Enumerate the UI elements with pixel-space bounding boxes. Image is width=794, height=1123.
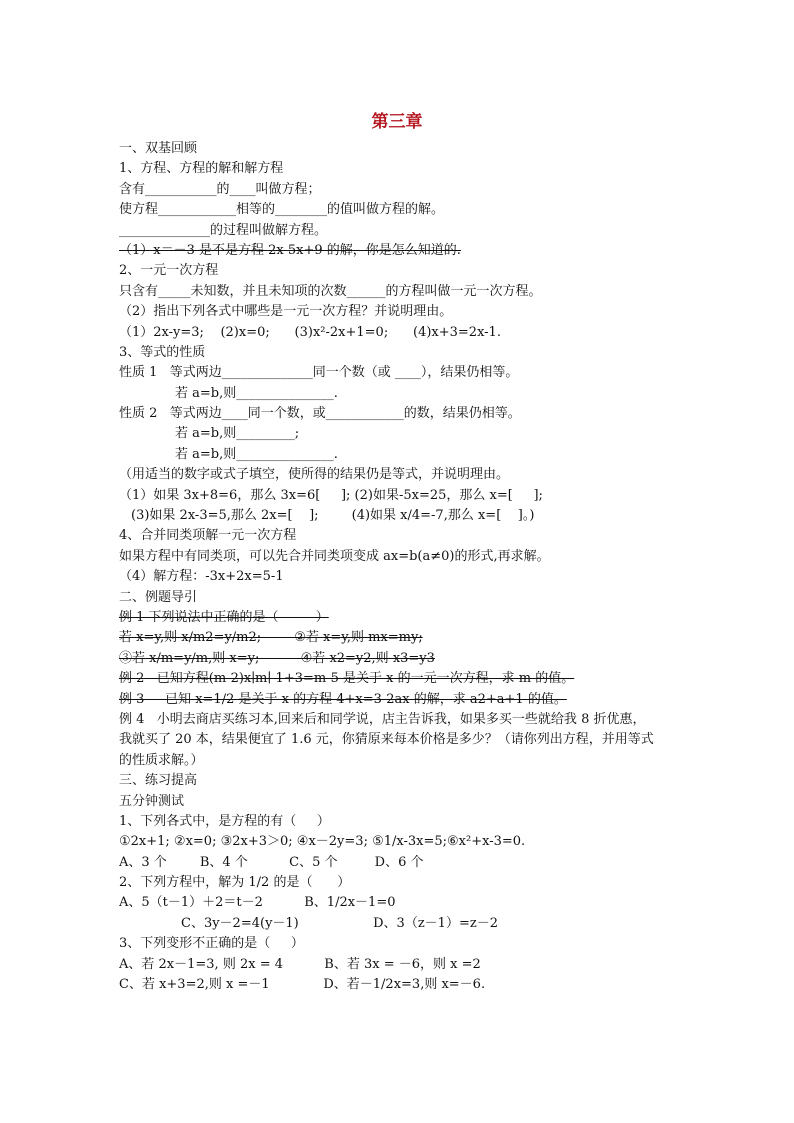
text-line: A、3 个 B、4 个 C、5 个 D、6 个 [119, 854, 424, 870]
text-line: 性质 1 等式两边______________同一个数（或 ____），结果仍相等。 [119, 365, 519, 381]
text-line: 只含有_____未知数，并且未知项的次数______的方程叫做一元一次方程。 [119, 283, 542, 299]
text-line: 3、等式的性质 [119, 344, 206, 360]
text-line: C、若 x+3=2,则 x =－1 D、若－1/2x=3,则 x=－6. [119, 977, 486, 993]
text-line: 的性质求解。） [119, 752, 204, 768]
text-line: （2）指出下列各式中哪些是一元一次方程？并说明理由。 [119, 304, 453, 320]
text-line: 2、下列方程中，解为 1/2 的是（ ） [119, 875, 351, 891]
text-line: 含有___________的____叫做方程； [119, 181, 321, 197]
text-line: 二、例题导引 [119, 589, 198, 605]
text-line: 2、一元一次方程 [119, 263, 219, 279]
text-line: （1）x＝－3 是不是方程 2x-5x+9 的解，你是怎么知道的. [119, 242, 461, 258]
text-line: （4）解方程：-3x+2x=5-1 [119, 569, 284, 585]
text-line: 三、练习提高 [119, 773, 198, 789]
text-line: ③若 x/m=y/m,则 x=y; ④若 x2=y2,则 x3=y3 [119, 650, 435, 666]
text-line: 若 x=y,则 x/m2=y/m2; ②若 x=y,则 mx=my; [119, 630, 423, 646]
text-line: 例 1 下列说法中正确的是（ ） [119, 609, 329, 625]
text-line: A、若 2x－1=3, 则 2x = 4 B、若 3x = －6，则 x =2 [119, 956, 481, 972]
text-line: 1、下列各式中，是方程的有（ ） [119, 813, 330, 829]
text-line: 例 3 已知 x=1/2 是关于 x 的方程 4+x=3-2ax 的解，求 a2+a+1 的值。 [119, 691, 567, 707]
text-line: 如果方程中有同类项，可以先合并同类项变成 ax=b(a≠0)的形式,再求解。 [119, 548, 550, 564]
text-line: （1）2x-y=3; (2)x=0; (3)x²-2x+1=0; (4)x+3=2x-1. [119, 324, 501, 340]
text-line: 若 a=b,则_______________. [175, 385, 338, 401]
text-line: 若 a=b,则_________; [175, 426, 300, 442]
text-line: ①2x+1; ②x=0; ③2x+3＞0; ④x－2y=3; ⑤1/x-3x=5;⑥x²+x-3=0. [119, 834, 526, 850]
text-line: 1、方程、方程的解和解方程 [119, 161, 284, 177]
text-line: C、3y－2=4(y－1) D、3（z－1）=z－2 [181, 915, 498, 931]
text-line: 例 4 小明去商店买练习本,回来后和同学说，店主告诉我，如果多买一些就给我 8 折优惠， [119, 711, 646, 727]
text-line: 使方程____________相等的________的值叫做方程的解。 [119, 202, 445, 218]
text-line: （用适当的数字或式子填空，使所得的结果仍是等式，并说明理由。 [119, 467, 510, 483]
text-line: （1）如果 3x+8=6，那么 3x=6[ ]; (2)如果-5x=25，那么 x=[ ]; [119, 487, 543, 503]
text-line: 4、合并同类项解一元一次方程 [119, 528, 297, 544]
text-line: 3、下列变形不正确的是（ ） [119, 936, 304, 952]
text-line: (3)如果 2x-3=5,那么 2x=[ ]; (4)如果 x/4=-7,那么 x=[ ]。) [131, 508, 535, 524]
chapter-title: 第三章 [371, 112, 423, 132]
text-line: ______________的过程叫做解方程。 [119, 222, 328, 238]
text-line: 一、双基回顾 [119, 141, 198, 156]
text-line: 若 a=b,则_______________. [175, 446, 338, 462]
text-line: 性质 2 等式两边____同一个数，或____________的数，结果仍相等。 [119, 406, 521, 422]
text-line: 五分钟测试 [119, 793, 185, 809]
text-line: A、5（t－1）＋2＝t－2 B、1/2x－1=0 [119, 895, 396, 911]
text-line: 我就买了 20 本，结果便宜了 1.6 元，你猜原来每本价格是多少？（请你列出方程，并用等式 [119, 732, 654, 748]
text-line: 例 2 已知方程(m-2)x∣m∣-1+3=m-5 是关于 x 的一元一次方程，求 m 的值。 [119, 671, 575, 687]
document-body [119, 139, 699, 995]
